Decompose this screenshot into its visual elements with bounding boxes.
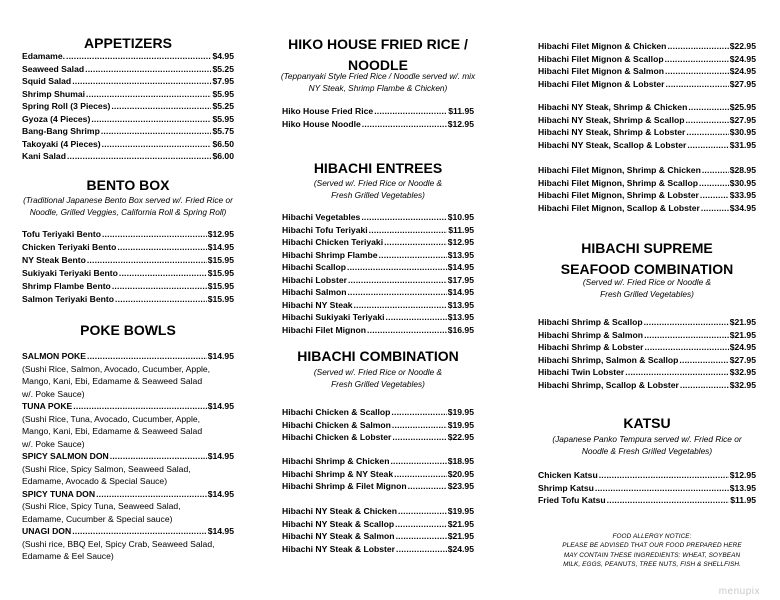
menu-item-price: $13.95 xyxy=(447,249,474,260)
menu-item-row xyxy=(538,40,756,52)
dot-leader xyxy=(392,419,447,431)
menu-item-price: $11.95 xyxy=(448,224,474,235)
menu-item-row xyxy=(538,316,756,328)
menu-item-name: Hibachi Shrimp & Salmon xyxy=(538,329,644,340)
menu-item-name: Spring Roll (3 Pieces) xyxy=(22,101,111,111)
menu-item-price: $5.95 xyxy=(212,88,234,99)
menu-item-row xyxy=(282,236,474,248)
menu-item-name: Hibachi Shrimp & Scallop xyxy=(538,317,643,327)
menu-item-name: Hibachi Filet Mignon, Scallop & Lobster xyxy=(538,202,700,213)
menu-item-price: $22.95 xyxy=(447,432,474,442)
menu-item-row xyxy=(538,494,756,506)
menu-item-name: Shrimp Shumai xyxy=(22,88,86,99)
menu-item-price: $17.95 xyxy=(447,274,474,285)
menu-item-price: $13.95 xyxy=(447,312,474,322)
dot-leader xyxy=(367,324,447,336)
dot-leader xyxy=(66,50,211,62)
katsu-subtitle-line: Noodle & Fresh Grilled Vegetables) xyxy=(581,446,713,456)
dot-leader xyxy=(686,126,728,138)
menu-item-name: Hibachi NY Steak, Scallop & Lobster xyxy=(538,139,687,150)
menu-item-row xyxy=(22,293,234,305)
menu-item-name: Hibachi NY Steak & Scallop xyxy=(282,518,395,529)
combination-subtitle-line: Fresh Grilled Vegetables) xyxy=(331,379,425,389)
menu-item-row xyxy=(22,63,234,75)
menu-item-row xyxy=(282,468,474,480)
menu-item-price: $14.95 xyxy=(447,262,474,272)
dot-leader xyxy=(595,482,729,494)
menu-item-price: $21.95 xyxy=(729,329,756,340)
menu-item-row xyxy=(282,419,474,431)
menu-item-price: $10.95 xyxy=(447,212,474,222)
menu-item-name: SPICY TUNA DON xyxy=(22,488,96,499)
menu-item-name: Hibachi NY Steak, Shrimp & Lobster xyxy=(538,127,686,137)
menu-item-row xyxy=(282,406,474,418)
menu-item-price: $14.95 xyxy=(207,488,234,499)
menu-item-row xyxy=(282,211,474,223)
menu-item-name: Hibachi Tofu Teriyaki xyxy=(282,224,368,235)
combination-subtitle-line: (Served w/. Fried Rice or Noodle & xyxy=(313,367,443,377)
dot-leader xyxy=(96,488,207,500)
dot-leader xyxy=(665,65,729,77)
menu-item-row xyxy=(538,164,756,176)
dot-leader xyxy=(379,249,447,261)
menu-item-price: $15.95 xyxy=(207,281,234,291)
supreme-title-line: SEAFOOD COMBINATION xyxy=(560,261,734,277)
menu-item-price: $15.95 xyxy=(207,268,234,278)
menu-item-name: TUNA POKE xyxy=(22,401,73,411)
poke-description-line: (Sushi rice, BBQ Eel, Spicy Crab, Seaweed Salad, xyxy=(22,538,215,549)
menu-item-price: $25.95 xyxy=(729,102,756,112)
dot-leader xyxy=(700,189,729,201)
menu-item-name: Hibachi Filet Mignon, Shrimp & Scallop xyxy=(538,177,698,188)
menu-item-row xyxy=(282,118,474,130)
menu-item-name: Takoyaki (4 Pieces) xyxy=(22,138,101,149)
menu-item-price: $20.95 xyxy=(447,468,474,479)
poke-description-line: Mango, Kani, Ebi, Edamame & Seaweed Salad xyxy=(22,376,203,386)
menu-item-row xyxy=(22,525,234,537)
dot-leader xyxy=(347,286,446,298)
supreme-title-line: HIBACHI SUPREME xyxy=(581,240,713,256)
menu-item-row xyxy=(22,280,234,292)
allergy-notice-line: PLEASE BE ADVISED THAT OUR FOOD PREPARED HERE xyxy=(562,542,742,550)
supreme-title xyxy=(538,238,756,280)
menu-item-name: Chicken Katsu xyxy=(538,470,598,480)
dot-leader xyxy=(110,450,207,462)
dot-leader xyxy=(102,138,212,150)
menu-item-name: SPICY SALMON DON xyxy=(22,451,109,461)
menu-item-name: SALMON POKE xyxy=(22,351,86,361)
allergy-notice-line: MILK, EGGS, PEANUTS, TREE NUTS, FISH & SHELLFISH. xyxy=(563,561,741,569)
menu-item-row xyxy=(282,311,474,323)
friedrice-subtitle-line: NY Steak, Shrimp Flambe & Chicken) xyxy=(308,83,448,93)
dot-leader xyxy=(390,455,446,467)
menu-item-price: $14.95 xyxy=(447,287,474,297)
poke-description-line: w/. Poke Sauce) xyxy=(22,388,85,399)
bento-subtitle xyxy=(14,194,242,218)
dot-leader xyxy=(119,267,207,279)
dot-leader xyxy=(87,350,207,362)
allergy-notice-line: MAY CONTAIN THESE INGREDIENTS: WHEAT, SOYBEAN xyxy=(563,551,741,559)
menu-item-name: Hibachi NY Steak, Shrimp & Scallop xyxy=(538,114,685,125)
menu-item-row xyxy=(22,488,234,500)
dot-leader xyxy=(702,164,729,176)
menu-item-price: $24.95 xyxy=(447,543,474,554)
poke-description-line: Edamame, Cucumber & Special sauce) xyxy=(22,513,173,524)
menu-item-price: $21.95 xyxy=(729,317,756,327)
menu-item-name: Seaweed Salad xyxy=(22,63,85,74)
menu-item-name: UNAGI DON xyxy=(22,526,72,536)
menu-item-row xyxy=(22,75,234,87)
menu-item-name: Hibachi Filet Mignon, Shrimp & Lobster xyxy=(538,190,699,200)
dot-leader xyxy=(680,379,729,391)
dot-leader xyxy=(667,40,728,52)
menu-item-row xyxy=(282,518,474,530)
menu-item-name: Hibachi Chicken Teriyaki xyxy=(282,237,384,247)
allergy-notice xyxy=(532,532,772,570)
combination-title: HIBACHI COMBINATION xyxy=(297,348,459,364)
dot-leader xyxy=(384,236,447,248)
menu-item-price: $15.95 xyxy=(207,294,234,304)
menu-item-row xyxy=(282,286,474,298)
menu-item-row xyxy=(282,543,474,555)
menu-item-name: Hibachi Filet Mignon xyxy=(282,324,367,335)
menu-item-row xyxy=(22,450,234,462)
friedrice-subtitle xyxy=(272,70,484,94)
menu-item-price: $27.95 xyxy=(729,78,756,89)
menu-item-row xyxy=(22,88,234,100)
dot-leader xyxy=(685,114,728,126)
friedrice-subtitle-line: (Teppanyaki Style Fried Rice / Noodle served w/. mix xyxy=(280,71,476,81)
menu-item-name: Chicken Teriyaki Bento xyxy=(22,242,117,252)
menu-item-price: $14.95 xyxy=(207,242,234,252)
menu-item-price: $24.95 xyxy=(729,53,756,64)
menu-item-row xyxy=(22,50,234,62)
menu-item-price: $12.95 xyxy=(207,229,234,239)
menu-item-price: $27.95 xyxy=(729,354,756,365)
poke-description-line: (Sushi Rice, Salmon, Avocado, Cucumber, Apple, xyxy=(22,363,211,374)
menu-item-name: Edamame. xyxy=(22,51,65,61)
menu-item-name: Hibachi Shrimp, Salmon & Scallop xyxy=(538,354,679,365)
dot-leader xyxy=(86,88,211,100)
dot-leader xyxy=(111,100,211,112)
friedrice-title-line: NOODLE xyxy=(348,57,408,73)
menu-item-row xyxy=(538,65,756,77)
menu-item-price: $19.95 xyxy=(447,407,474,417)
menu-item-row xyxy=(538,126,756,138)
menu-item-price: $21.95 xyxy=(447,518,474,529)
menu-item-name: Salmon Teriyaki Bento xyxy=(22,294,115,304)
menu-item-price: $12.95 xyxy=(447,237,474,247)
menu-item-price: $28.95 xyxy=(729,165,756,175)
dot-leader xyxy=(386,311,447,323)
dot-leader xyxy=(87,254,207,266)
menu-item-price: $14.95 xyxy=(207,351,234,361)
menu-item-name: Hibachi NY Steak & Lobster xyxy=(282,543,396,554)
dot-leader xyxy=(362,118,447,130)
dot-leader xyxy=(101,125,212,137)
menu-item-price: $14.95 xyxy=(207,401,234,411)
menu-item-price: $22.95 xyxy=(729,41,756,51)
menu-item-row xyxy=(282,299,474,311)
menu-item-row xyxy=(282,224,474,236)
dot-leader xyxy=(67,150,212,162)
menu-item-row xyxy=(538,341,756,353)
menu-item-row xyxy=(282,249,474,261)
menu-item-price: $11.95 xyxy=(730,495,756,505)
menu-item-name: Hibachi Shrimp & Filet Mignon xyxy=(282,481,407,491)
menu-item-price: $32.95 xyxy=(729,379,756,390)
poke-description-line: Edamame, Avocado & Special Sauce) xyxy=(22,476,168,486)
menu-item-name: Hibachi Filet Mignon & Scallop xyxy=(538,53,664,64)
poke-description-line: (Sushi Rice, Tuna, Avocado, Cucumber, Apple, xyxy=(22,413,201,424)
menu-item-name: Shrimp Flambe Bento xyxy=(22,281,111,291)
dot-leader xyxy=(395,518,447,530)
supreme-subtitle-line: Fresh Grilled Vegetables) xyxy=(600,289,694,299)
menu-item-price: $5.75 xyxy=(212,126,234,136)
dot-leader xyxy=(688,101,728,113)
dot-leader xyxy=(644,316,729,328)
dot-leader xyxy=(91,113,211,125)
menu-item-price: $16.95 xyxy=(447,324,474,335)
dot-leader xyxy=(701,202,729,214)
katsu-subtitle-line: (Japanese Panko Tempura served w/. Fried Rice or xyxy=(552,434,742,444)
menu-item-row xyxy=(22,150,234,162)
menu-item-row xyxy=(538,101,756,113)
menu-item-row xyxy=(538,469,756,481)
dot-leader xyxy=(361,211,446,223)
dot-leader xyxy=(396,543,447,555)
menu-item-name: Sukiyaki Teriyaki Bento xyxy=(22,268,118,278)
dot-leader xyxy=(679,354,728,366)
menu-item-row xyxy=(282,105,474,117)
menu-item-name: Hibachi Filet Mignon & Salmon xyxy=(538,66,665,76)
menu-item-name: Tofu Teriyaki Bento xyxy=(22,229,101,239)
menu-item-price: $23.95 xyxy=(447,481,474,491)
entrees-subtitle-line: (Served w/. Fried Rice or Noodle & xyxy=(313,178,443,188)
menu-item-price: $5.25 xyxy=(212,101,234,111)
menu-item-name: Hibachi Shrimp & Lobster xyxy=(538,342,644,352)
menu-item-price: $11.95 xyxy=(448,106,474,116)
menu-item-name: Fried Tofu Katsu xyxy=(538,495,606,505)
menu-item-row xyxy=(22,100,234,112)
menu-item-name: NY Steak Bento xyxy=(22,255,86,265)
menu-item-price: $27.95 xyxy=(729,114,756,125)
menu-item-name: Hibachi NY Steak & Salmon xyxy=(282,531,395,541)
dot-leader xyxy=(607,494,730,506)
supreme-subtitle xyxy=(538,276,756,300)
dot-leader xyxy=(645,341,729,353)
dot-leader xyxy=(354,299,447,311)
menu-item-price: $12.95 xyxy=(447,118,474,129)
menu-item-name: Kani Salad xyxy=(22,151,66,161)
menu-item-price: $6.00 xyxy=(212,151,234,161)
menu-item-name: Hibachi Filet Mignon, Shrimp & Chicken xyxy=(538,165,701,175)
menu-item-name: Gyoza (4 Pieces) xyxy=(22,113,91,124)
dot-leader xyxy=(348,274,447,286)
bento-subtitle-line: (Traditional Japanese Bento Box served w/. Fried Rice or xyxy=(23,195,233,205)
menu-item-price: $5.25 xyxy=(212,63,234,74)
dot-leader xyxy=(699,177,729,189)
menu-item-name: Hibachi Chicken & Scallop xyxy=(282,407,391,417)
menu-item-row xyxy=(538,482,756,494)
menu-item-price: $5.95 xyxy=(212,113,234,124)
dot-leader xyxy=(72,525,207,537)
bento-title: BENTO BOX xyxy=(86,177,170,193)
menu-item-name: Shrimp Katsu xyxy=(538,482,594,493)
menu-item-price: $13.95 xyxy=(729,482,756,493)
menu-item-row xyxy=(22,254,234,266)
dot-leader xyxy=(112,280,207,292)
menu-item-price: $6.50 xyxy=(212,138,234,149)
menu-item-name: Hibachi Vegetables xyxy=(282,212,361,222)
dot-leader xyxy=(625,366,728,378)
dot-leader xyxy=(644,329,729,341)
dot-leader xyxy=(347,261,447,273)
dot-leader xyxy=(687,139,728,151)
menu-item-row xyxy=(538,78,756,90)
menu-item-row xyxy=(282,480,474,492)
menu-item-price: $14.95 xyxy=(207,526,234,536)
menu-item-price: $30.95 xyxy=(729,177,756,188)
poke-description-line: w/. Poke Sauce) xyxy=(22,438,85,449)
dot-leader xyxy=(85,63,211,75)
menu-item-row xyxy=(282,431,474,443)
menu-item-price: $4.95 xyxy=(212,51,234,61)
dot-leader xyxy=(665,53,729,65)
menu-item-name: Hibachi Shrimp & NY Steak xyxy=(282,468,394,479)
entrees-subtitle xyxy=(282,177,474,201)
menu-item-price: $7.95 xyxy=(212,76,234,86)
menu-item-row xyxy=(538,379,756,391)
menu-item-price: $19.95 xyxy=(447,506,474,516)
dot-leader xyxy=(398,505,447,517)
menu-item-name: Hibachi Scallop xyxy=(282,262,346,272)
dot-leader xyxy=(394,468,447,480)
menu-item-name: Hiko House Noodle xyxy=(282,118,361,129)
menu-item-row xyxy=(538,354,756,366)
menu-item-name: Hibachi NY Steak & Chicken xyxy=(282,506,397,516)
menu-item-row xyxy=(22,267,234,279)
menu-item-name: Hiko House Fried Rice xyxy=(282,106,374,116)
poke-description-line: (Sushi Rice, Spicy Salmon, Seaweed Salad, xyxy=(22,463,191,474)
menu-item-row xyxy=(538,329,756,341)
menu-item-price: $18.95 xyxy=(447,456,474,466)
dot-leader xyxy=(115,293,207,305)
menu-item-name: Hibachi Twin Lobster xyxy=(538,367,625,377)
menu-item-row xyxy=(282,274,474,286)
poke-title: POKE BOWLS xyxy=(80,322,176,338)
menu-item-name: Hibachi Salmon xyxy=(282,287,347,297)
poke-description-line: Edamame & Eel Sauce) xyxy=(22,551,114,561)
dot-leader xyxy=(73,400,206,412)
menu-item-price: $30.95 xyxy=(729,127,756,137)
poke-description-line: (Sushi Rice, Spicy Tuna, Seaweed Salad, xyxy=(22,501,181,511)
menu-item-row xyxy=(538,366,756,378)
dot-leader xyxy=(374,105,447,117)
menu-item-name: Hibachi Shrimp Flambe xyxy=(282,249,378,260)
menu-item-name: Hibachi Chicken & Lobster xyxy=(282,432,392,442)
menu-item-row xyxy=(538,53,756,65)
menu-item-name: Hibachi Filet Mignon & Lobster xyxy=(538,78,665,89)
menu-item-row xyxy=(538,189,756,201)
dot-leader xyxy=(391,406,446,418)
combination-subtitle xyxy=(282,366,474,390)
menu-item-price: $32.95 xyxy=(729,367,756,377)
menu-item-row xyxy=(282,455,474,467)
menu-item-price: $12.95 xyxy=(729,470,756,480)
menu-item-price: $19.95 xyxy=(447,419,474,430)
dot-leader xyxy=(117,241,206,253)
menu-item-row xyxy=(282,505,474,517)
menu-item-row xyxy=(538,177,756,189)
katsu-subtitle xyxy=(532,433,762,457)
menu-item-row xyxy=(22,350,234,362)
menu-item-price: $13.95 xyxy=(447,299,474,310)
menu-item-name: Hibachi NY Steak, Shrimp & Chicken xyxy=(538,102,688,112)
menu-item-row xyxy=(22,113,234,125)
menu-item-name: Squid Salad xyxy=(22,76,72,86)
dot-leader xyxy=(666,78,729,90)
menu-item-price: $33.95 xyxy=(729,190,756,200)
allergy-notice-line: FOOD ALLERGY NOTICE: xyxy=(612,533,692,540)
menu-item-row xyxy=(538,139,756,151)
dot-leader xyxy=(599,469,729,481)
menu-item-price: $14.95 xyxy=(207,451,234,461)
dot-leader xyxy=(392,431,446,443)
menu-item-price: $15.95 xyxy=(207,255,234,265)
menu-item-name: Hibachi Shrimp & Chicken xyxy=(282,456,390,466)
katsu-title: KATSU xyxy=(623,415,671,431)
dot-leader xyxy=(102,228,207,240)
menu-item-name: Bang-Bang Shrimp xyxy=(22,126,100,136)
menu-item-name: Hibachi Shrimp, Scallop & Lobster xyxy=(538,379,679,390)
poke-description-line: Mango, Kani, Ebi, Edamame & Seaweed Salad xyxy=(22,426,203,436)
dot-leader xyxy=(72,75,211,87)
menu-item-name: Hibachi Sukiyaki Teriyaki xyxy=(282,312,385,322)
menu-item-row xyxy=(22,228,234,240)
friedrice-title-line: HIKO HOUSE FRIED RICE / xyxy=(288,36,468,52)
menu-item-name: Hibachi NY Steak xyxy=(282,299,353,310)
menu-item-row xyxy=(22,400,234,412)
watermark: menupix xyxy=(718,586,760,597)
menu-item-name: Hibachi Chicken & Salmon xyxy=(282,419,391,430)
dot-leader xyxy=(369,224,448,236)
menu-item-name: Hibachi Lobster xyxy=(282,274,347,285)
menu-item-price: $24.95 xyxy=(729,66,756,76)
appetizers-title: APPETIZERS xyxy=(84,35,172,51)
menu-item-row xyxy=(538,202,756,214)
menu-item-row xyxy=(22,125,234,137)
menu-item-row xyxy=(282,530,474,542)
menu-item-price: $24.95 xyxy=(729,342,756,352)
menu-item-price: $31.95 xyxy=(729,139,756,150)
dot-leader xyxy=(408,480,447,492)
supreme-subtitle-line: (Served w/. Fried Rice or Noodle & xyxy=(582,277,712,287)
menu-item-row xyxy=(282,324,474,336)
dot-leader xyxy=(396,530,447,542)
entrees-subtitle-line: Fresh Grilled Vegetables) xyxy=(331,190,425,200)
menu-item-name: Hibachi Filet Mignon & Chicken xyxy=(538,41,667,51)
menu-item-price: $21.95 xyxy=(447,531,474,541)
menu-item-row xyxy=(22,138,234,150)
menu-item-row xyxy=(282,261,474,273)
menu-item-row xyxy=(538,114,756,126)
menu-item-row xyxy=(22,241,234,253)
menu-item-price: $34.95 xyxy=(729,202,756,213)
entrees-title: HIBACHI ENTREES xyxy=(313,160,443,176)
bento-subtitle-line: Noodle, Grilled Veggies, California Roll & Spring Roll) xyxy=(29,207,227,217)
